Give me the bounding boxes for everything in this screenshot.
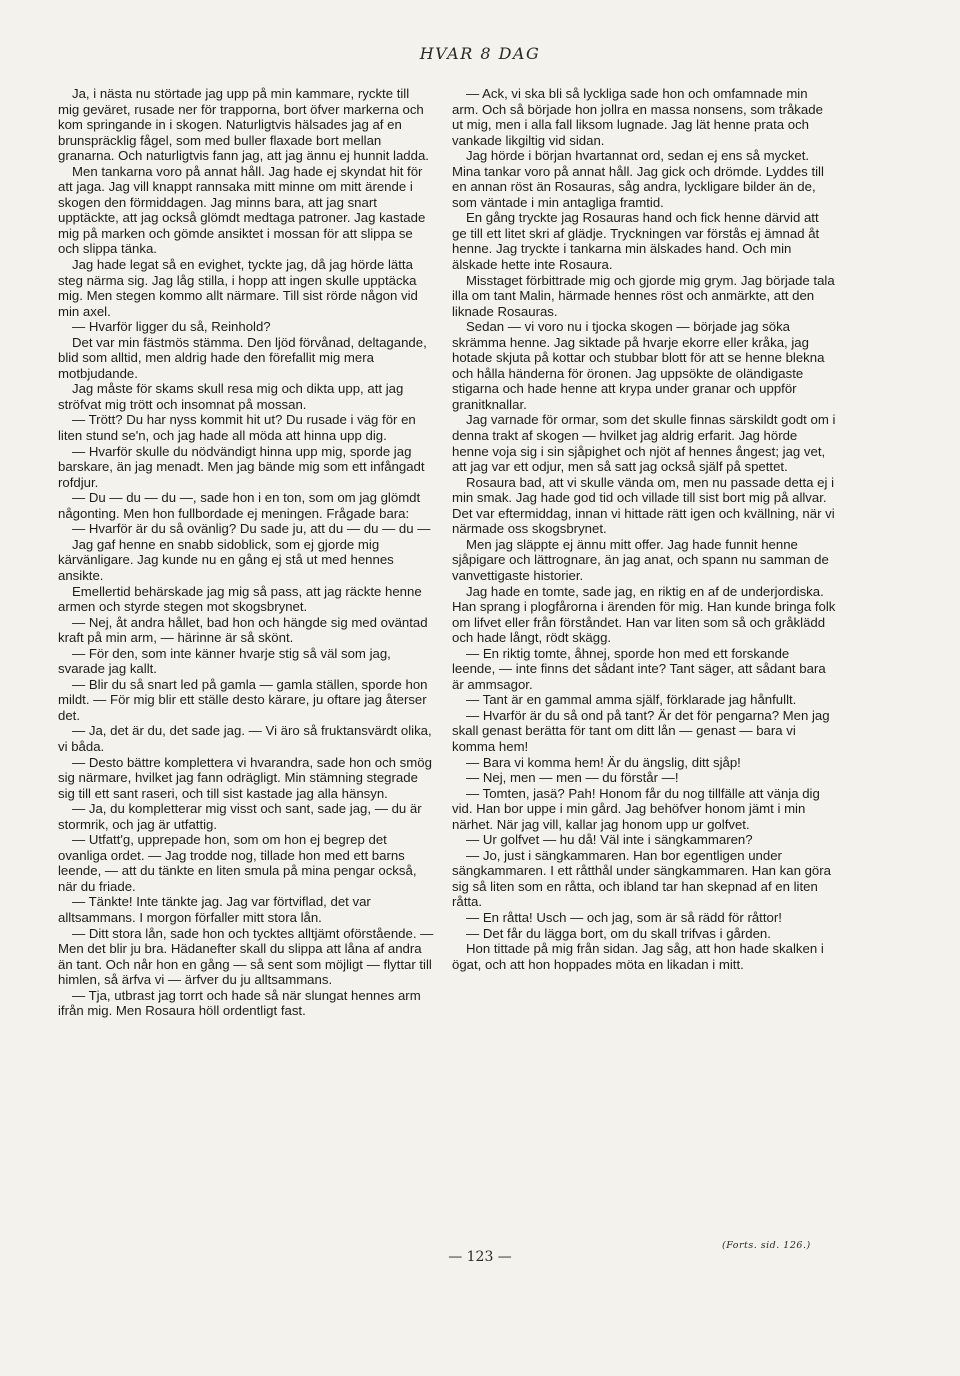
paragraph: — Hvarför är du så ond på tant? Är det för pengarna? Men jag skall genast berätta för tant om ditt lån — genast — bara vi komma hem! <box>452 707 830 754</box>
paragraph: Ja, i nästa nu störtade jag upp på min kammare, ryckte till mig geväret, rusade ner för trapporna, bort öfver markerna och kom springande in i skogen. Naturligtvis hälsades jag af en brunspräcklig fågel, som med buller flaxade bort mellan granarna. Och naturligtvis fann jag, att jag ännu ej hunnit ladda. <box>58 86 429 164</box>
paragraph: Jag varnade för ormar, som det skulle finnas särskildt godt om i denna trakt af skogen — hvilket jag aldrig erfarit. Jag hörde henne voja sig i sin sjåpighet och njöt af hennes ångest; jag vet, att jag var ett odjur, men så satt jag också själf på spettet. <box>452 412 836 475</box>
paragraph: — Hvarför är du så ovänlig? Du sade ju, att du — du — du — <box>72 521 431 537</box>
paragraph: — Utfatt'g, upprepade hon, som om hon ej begrep det ovanliga ordet. — Jag trodde nog, tillade hon med ett barns leende, — att du tänkte en liten smula på mina pengar också, när du friade. <box>58 832 417 894</box>
paragraph: — Nej, åt andra hållet, bad hon och hängde sig med oväntad kraft på min arm, — härinne är så skönt. <box>58 614 428 646</box>
paragraph: — Tant är en gammal amma själf, förklarade jag hånfullt. <box>466 692 797 708</box>
paragraph: Men tankarna voro på annat håll. Jag hade ej skyndat hit för att jaga. Jag vill knappt rannsaka mitt minne om mitt ärende i skogen den förmiddagen. Jag minns bara, att jag snart upptäckte, att jag också glömdt medtaga patroner. Jag kastade mig på marken och gömde ansiktet i mossan för att slippa se och slippa tänka. <box>58 163 426 257</box>
paragraph: — Jo, just i sängkammaren. Han bor egentligen under sängkammaren. I ett råtthål under sängkammaren. Han kan göra sig så liten som en råtta, och ibland tar han skepnad af en liten råtta. <box>452 847 831 910</box>
right-text-column <box>452 86 836 972</box>
paragraph: — Hvarför ligger du så, Reinhold? <box>72 319 271 335</box>
paragraph: — Du — du — du —, sade hon i en ton, som om jag glömdt någonting. Men hon fullbordade ej meningen. Frågade bara: <box>58 490 421 521</box>
paragraph: — Trött? Du har nyss kommit hit ut? Du rusade i väg för en liten stund se'n, och jag hade all möda att hinna upp dig. <box>58 412 416 444</box>
paragraph: Hon tittade på mig från sidan. Jag såg, att hon hade skalken i ögat, och att hon hoppades möta en likadan i mitt. <box>452 941 824 972</box>
paragraph: — Hvarför skulle du nödvändigt hinna upp mig, sporde jag barskare, än jag menadt. Men jag bände mig som ett infångadt rofdjur. <box>58 443 425 490</box>
paragraph: Misstaget förbittrade mig och gjorde mig grym. Jag började tala illa om tant Malin, härmade hennes röst och anmärkte, att den liknade Rosauras. <box>452 272 835 319</box>
paragraph: — Desto bättre komplettera vi hvarandra, sade hon och smög sig närmare, hvilket jag fann odrägligt. Min stämning stegrade sig till ett sant raseri, och till sist kastade jag alla hänsyn. <box>58 754 432 801</box>
paragraph: Rosaura bad, att vi skulle vända om, men nu passade detta ej i min smak. Jag hade god tid och villade till sist bort mig på allvar. Det var eftermiddag, innan vi hittade rätt igen och kvällning, när vi närmade oss skogsbrynet. <box>452 474 835 537</box>
paragraph: — Ack, vi ska bli så lyckliga sade hon och omfamnade min arm. Och så började hon jollra en massa nonsens, som tråkade ut mig, men i alla fall liksom lugnade. Jag lät henne prata och vankade likgiltig vid sidan. <box>452 86 823 148</box>
paragraph: En gång tryckte jag Rosauras hand och fick henne därvid att ge till ett litet skri af glädje. Tryckningen var förstås ej ämnad åt henne. Jag tryckte i tankarna min älskades hand. Och min älskade hette inte Rosaura. <box>452 210 820 273</box>
paragraph: — Ja, du kompletterar mig visst och sant, sade jag, — du är stormrik, och jag är utfattig. <box>58 801 422 832</box>
paragraph: — Ja, det är du, det sade jag. — Vi äro så fruktansvärdt olika, vi båda. <box>58 723 432 754</box>
paragraph: — Nej, men — men — du förstår —! <box>466 770 679 786</box>
running-title: HVAR 8 DAG <box>419 44 541 63</box>
paragraph: — Ur golfvet — hu då! Väl inte i sängkammaren? <box>466 832 753 848</box>
page-number: — 123 — <box>448 1249 512 1265</box>
paragraph: Men jag släppte ej ännu mitt offer. Jag hade funnit henne sjåpigare och lättrognare, än jag anat, och spann nu samman de vanvettigaste historier. <box>452 536 829 583</box>
paragraph: Jag måste för skams skull resa mig och dikta upp, att jag ströfvat mig trött och insomnat på mossan. <box>58 381 404 412</box>
paragraph: — Det får du lägga bort, om du skall trifvas i gården. <box>466 925 771 941</box>
paragraph: Sedan — vi voro nu i tjocka skogen — började jag söka skrämma henne. Jag siktade på hvarje ekorre eller kråka, jag hotade skjuta på kottar och stubbar blott för att se henne blekna och hålla händerna för öronen. Jag uppsökte de oländigaste stigarna och hade henne att krypa under granar och uppför granitknallar. <box>452 319 825 412</box>
paragraph: Jag hade legat så en evighet, tyckte jag, då jag hörde lätta steg närma sig. Jag låg stilla, i hopp att ingen skulle upptäcka mig. Men stegen kommo allt närmare. Till sist rörde någon vid min axel. <box>58 257 418 319</box>
paragraph: Emellertid behärskade jag mig så pass, att jag räckte henne armen och styrde stegen mot skogsbrynet. <box>58 583 422 615</box>
left-text-column <box>58 86 434 1019</box>
paragraph: Det var min fästmös stämma. Den ljöd förvånad, deltagande, blid som alltid, men aldrig hade den förefallit mig mera motbjudande. <box>58 334 427 381</box>
paragraph: — Tomten, jasä? Pah! Honom får du nog tillfälle att vänja dig vid. Han bor uppe i min gård. Jag behöfver honom jämt i min närhet. När jag vill, kallar jag honom upp ur golfvet. <box>452 785 820 832</box>
paragraph: — Blir du så snart led på gamla — gamla ställen, sporde hon mildt. — För mig blir ett ställe desto kärare, ju oftare jag återser det. <box>58 676 428 723</box>
paragraph: — En riktig tomte, åhnej, sporde hon med ett forskande leende, — inte finns det sådant inte? Tant säger, att sådant bara är ammsagor. <box>452 645 826 692</box>
paragraph: — Tja, utbrast jag torrt och hade så när slungat hennes arm ifrån mig. Men Rosaura höll ordentligt fast. <box>58 987 421 1019</box>
paragraph: Jag hade en tomte, sade jag, en riktig en af de underjordiska. Han sprang i plogfårorna i ärenden för mig. Han kunde bringa folk om lifvet eller från förståndet. Han var liten som så och gråklädd och hade långt, rödt skägg. <box>452 583 836 646</box>
paragraph: Jag gaf henne en snabb sidoblick, som ej gjorde mig kärvänligare. Jag kunde nu en gång ej stå ut med hennes ansikte. <box>58 536 394 583</box>
paragraph: — Bara vi komma hem! Är du ängslig, ditt sjåp! <box>466 754 741 770</box>
continuation-note: (Forts. sid. 126.) <box>722 1240 811 1251</box>
paragraph: — Ditt stora lån, sade hon och tycktes alltjämt oförstående. — Men det blir ju bra. Hädanefter skall du slippa att låna af andra än tant. Och når hon en gång — så sent som möjligt — flyttar till himlen, så ärfva vi — ärfver du ju alltsammans. <box>58 925 434 988</box>
paragraph: — För den, som inte känner hvarje stig så väl som jag, svarade jag kallt. <box>58 645 391 677</box>
paragraph: — Tänkte! Inte tänkte jag. Jag var förtviflad, det var alltsammans. I morgon förfaller mitt stora lån. <box>58 894 371 925</box>
paragraph: — En råtta! Usch — och jag, som är så rädd för råttor! <box>466 909 782 925</box>
paragraph: Jag hörde i början hvartannat ord, sedan ej ens så mycket. Mina tankar voro på annat håll. Jag gick och drömde. Lyddes till en annan röst än Rosauras, såg andra, lyckligare bilder än de, som väntade i min antagliga framtid. <box>452 148 824 210</box>
